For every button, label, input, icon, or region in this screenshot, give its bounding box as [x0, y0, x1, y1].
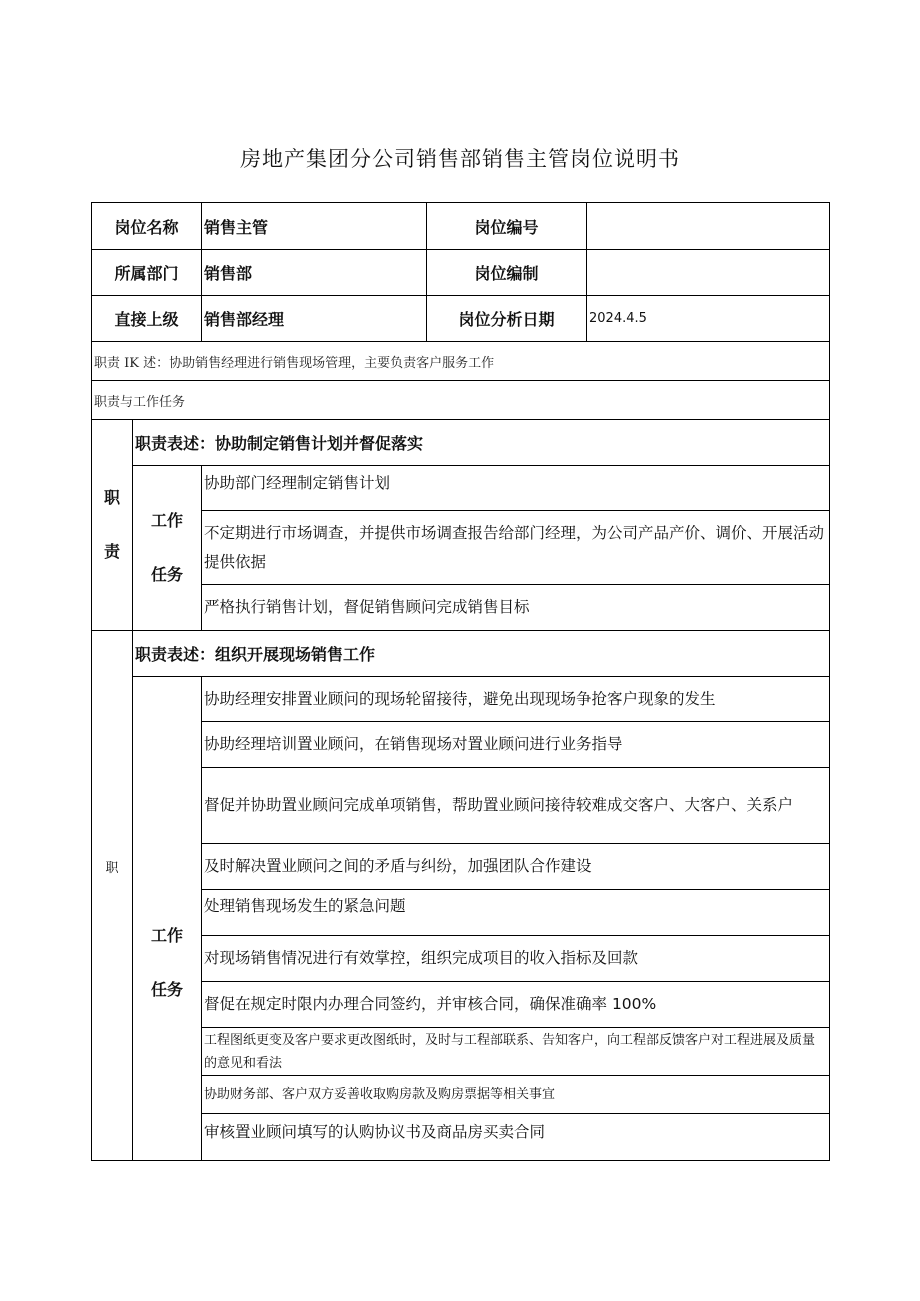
task-row: [92, 982, 830, 1028]
label-position-code: 岗位编号: [427, 203, 587, 250]
info-row-3: [92, 296, 830, 342]
block1-side-label: [92, 420, 133, 631]
block1-side-char-1: 职: [103, 488, 120, 507]
block2-side-char-1: 职: [105, 860, 119, 876]
block1-statement-row: [92, 420, 830, 466]
block2-statement: 职责表述：组织开展现场销售工作: [133, 631, 830, 677]
job-description-table: [91, 202, 830, 1161]
task-row: [92, 677, 830, 722]
task-row: [92, 1076, 830, 1114]
block2-side-label: [92, 631, 133, 1161]
block1-task-1: 协助部门经理制定销售计划: [202, 466, 830, 511]
info-row-1: [92, 203, 830, 250]
block1-task-label-2: 任务: [151, 565, 184, 584]
label-position-name: 岗位名称: [92, 203, 202, 250]
task-row: [92, 844, 830, 890]
block1-statement: 职责表述：协助制定销售计划并督促落实: [133, 420, 830, 466]
value-analysis-date: 2024.4.5: [587, 296, 830, 342]
block1-task-2: 不定期进行市场调查，并提供市场调查报告给部门经理，为公司产品产价、调价、开展活动提供依据: [202, 511, 830, 585]
block2-task-1: 协助经理安排置业顾问的现场轮留接待，避免出现现场争抢客户现象的发生: [202, 677, 830, 722]
block2-task-2: 协助经理培训置业顾问，在销售现场对置业顾问进行业务指导: [202, 722, 830, 768]
block1-task-3: 严格执行销售计划，督促销售顾问完成销售目标: [202, 585, 830, 631]
summary-row: [92, 342, 830, 381]
duties-header-row: [92, 381, 830, 420]
block2-task-8: 工程图纸更变及客户要求更改图纸时，及时与工程部联系、告知客户，向工程部反馈客户对工程进展及质量的意见和看法: [202, 1028, 830, 1076]
task-row: [92, 936, 830, 982]
info-row-2: [92, 250, 830, 296]
task-row: [92, 768, 830, 844]
label-analysis-date: 岗位分析日期: [427, 296, 587, 342]
task-row: [92, 466, 830, 511]
value-department: 销售部: [202, 250, 427, 296]
task-row: [92, 722, 830, 768]
block1-side-char-2: 责: [103, 542, 120, 561]
task-row: [92, 890, 830, 936]
block2-task-label-2: 任务: [151, 979, 184, 999]
block2-task-6: 对现场销售情况进行有效掌控，组织完成项目的收入指标及回款: [202, 936, 830, 982]
task-row: [92, 1028, 830, 1076]
label-department: 所属部门: [92, 250, 202, 296]
block2-task-label-1: 工作: [151, 925, 184, 945]
block1-task-label: [133, 466, 202, 631]
block2-task-10: 审核置业顾问填写的认购协议书及商品房买卖合同: [202, 1114, 830, 1161]
block2-task-3: 督促并协助置业顾问完成单项销售，帮助置业顾问接待较难成交客户、大客户、关系户: [202, 768, 830, 844]
value-position-name: 销售主管: [202, 203, 427, 250]
value-position-code: [587, 203, 830, 250]
label-supervisor: 直接上级: [92, 296, 202, 342]
block2-task-9: 协助财务部、客户双方妥善收取购房款及购房票据等相关事宜: [202, 1076, 830, 1114]
block2-statement-row: [92, 631, 830, 677]
task-row: [92, 585, 830, 631]
value-headcount: [587, 250, 830, 296]
duty-summary: 职责 IK 述：协助销售经理进行销售现场管理，主要负责客户服务工作: [92, 342, 830, 381]
task-row: [92, 511, 830, 585]
block2-task-5: 处理销售现场发生的紧急问题: [202, 890, 830, 936]
block2-task-label: [133, 677, 202, 1161]
task-row: [92, 1114, 830, 1161]
duties-header: 职责与工作任务: [92, 381, 830, 420]
value-supervisor: 销售部经理: [202, 296, 427, 342]
document-title: 房地产集团分公司销售部销售主管岗位说明书: [240, 147, 680, 171]
block2-task-4: 及时解决置业顾问之间的矛盾与纠纷，加强团队合作建设: [202, 844, 830, 890]
block1-task-label-1: 工作: [151, 511, 184, 530]
block2-task-7: 督促在规定时限内办理合同签约，并审核合同，确保准确率 100%: [202, 982, 830, 1028]
label-headcount: 岗位编制: [427, 250, 587, 296]
